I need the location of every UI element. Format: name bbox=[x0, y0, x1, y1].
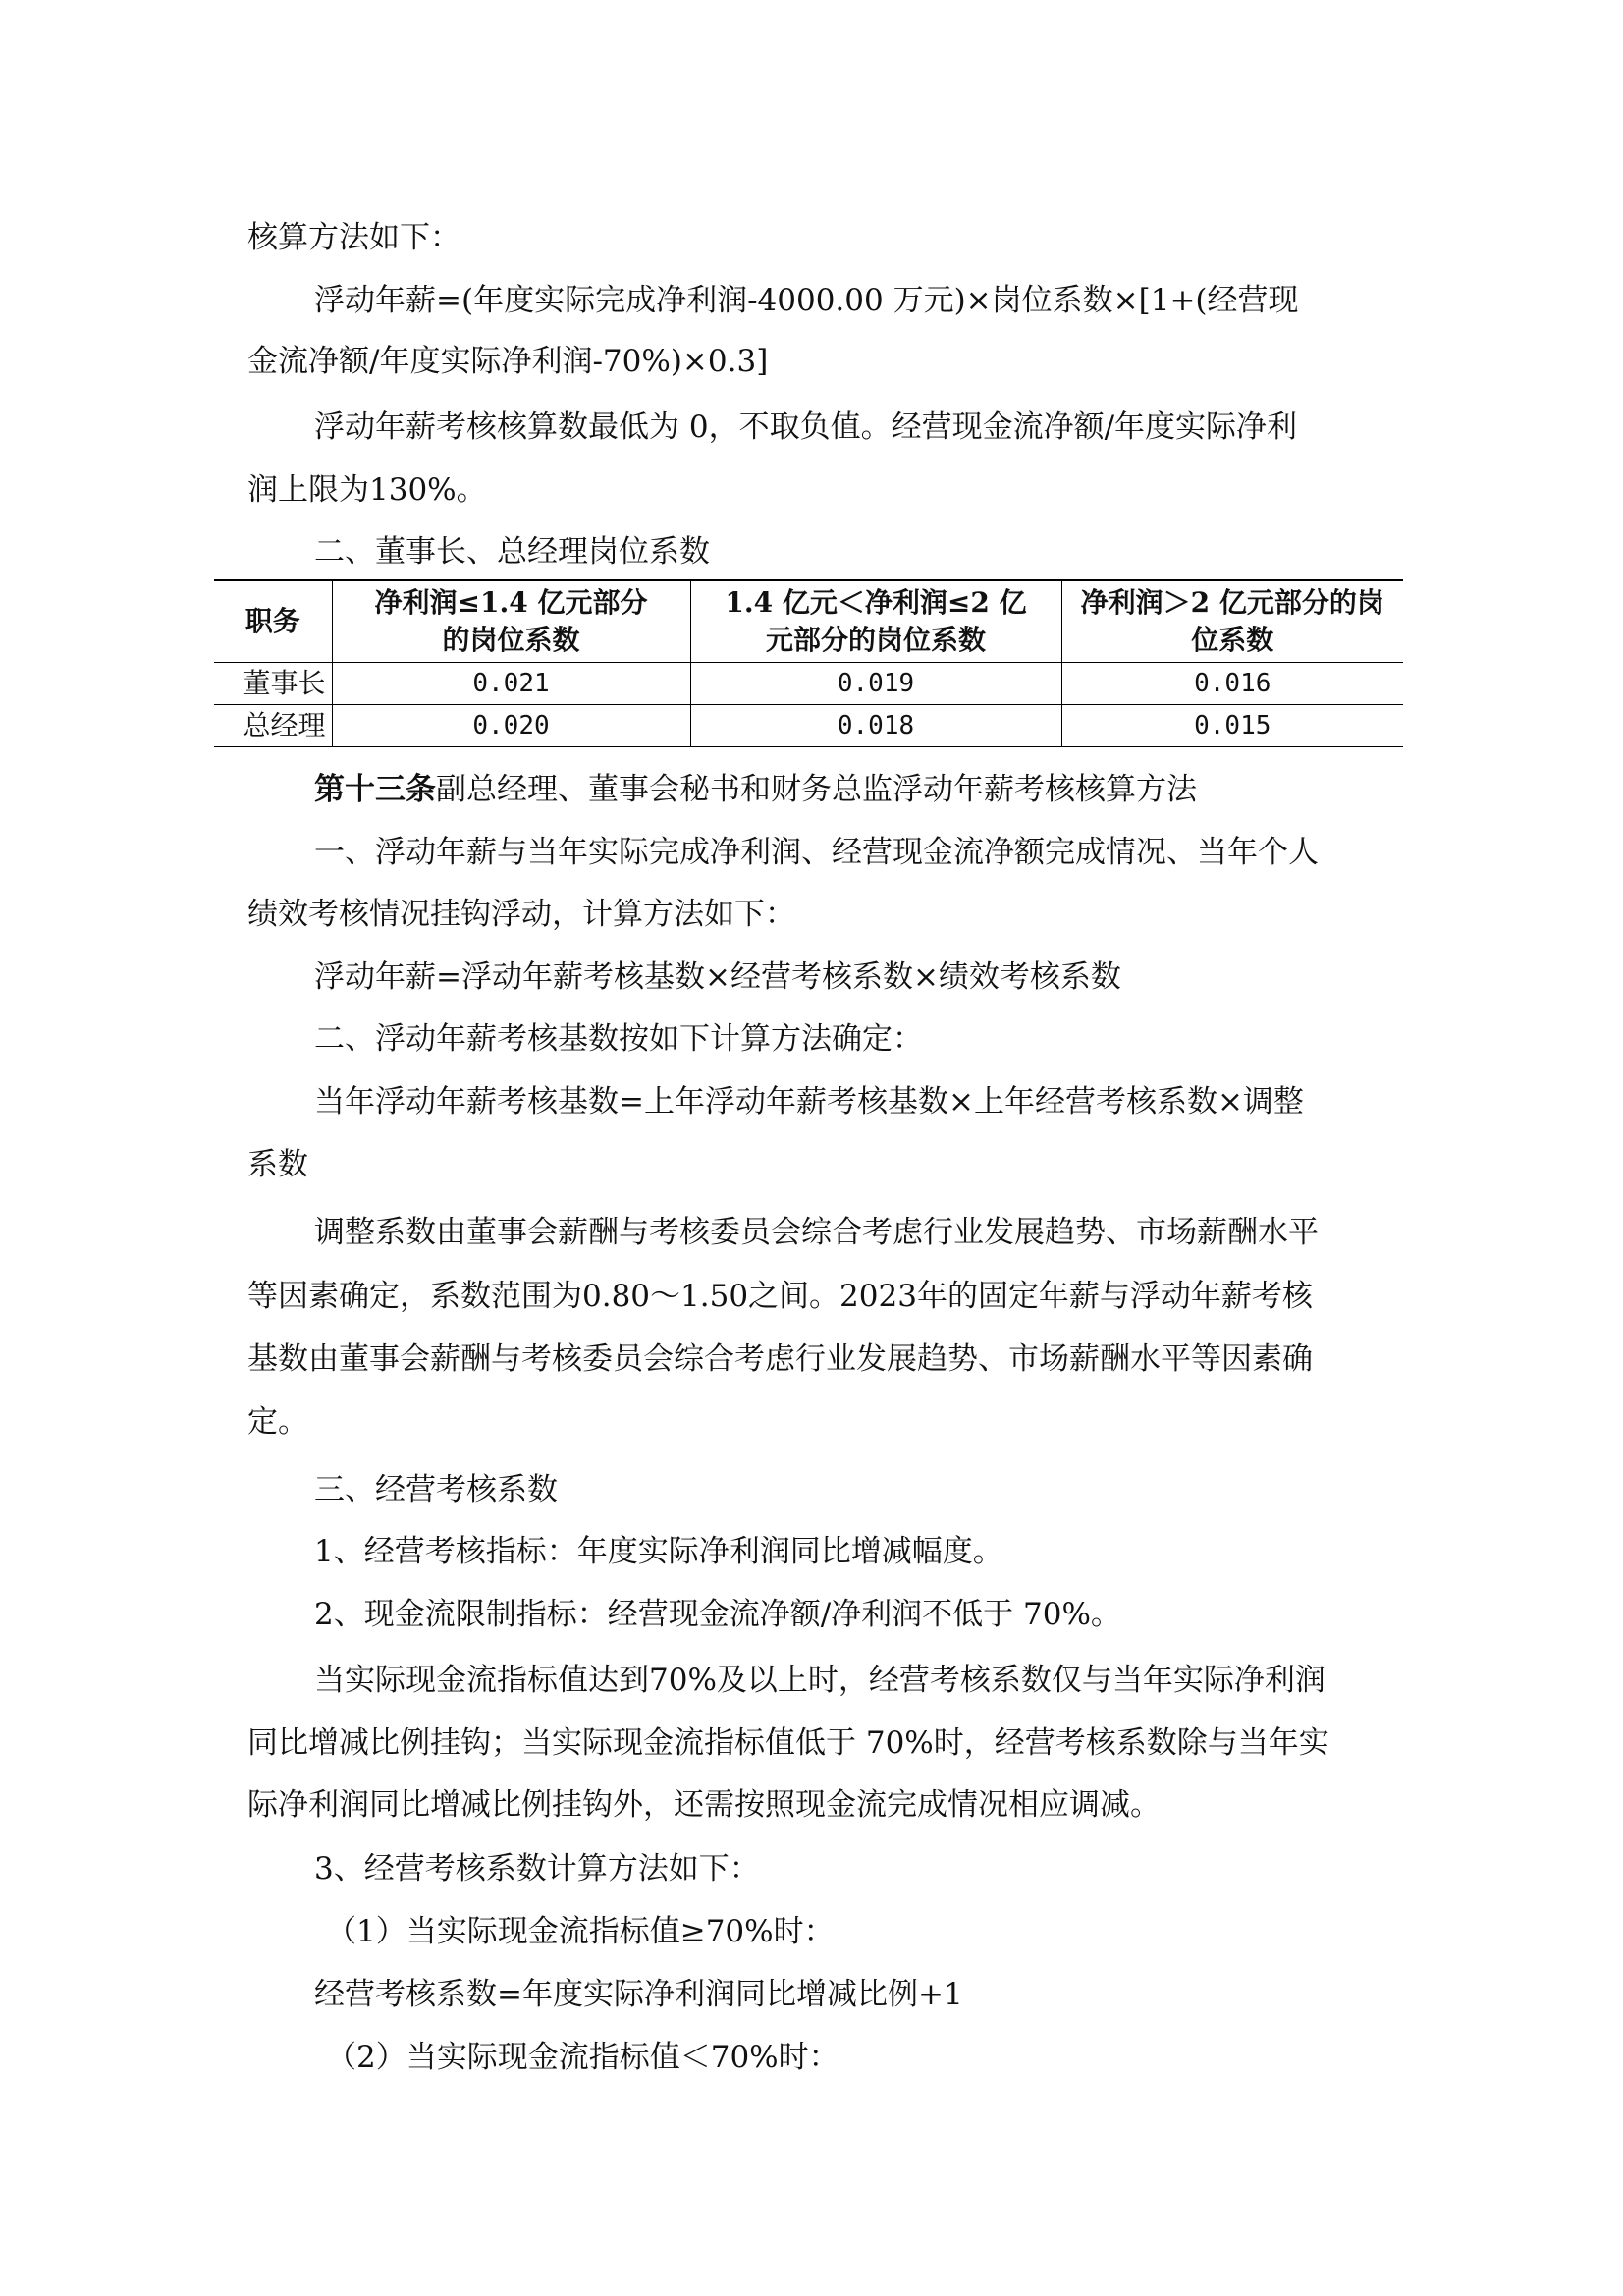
table-cell-role: 董事长 bbox=[214, 663, 332, 705]
text-line: （2）当实际现金流指标值＜70%时： bbox=[326, 2040, 839, 2075]
table-header-cell: 净利润≤1.4 亿元部分 的岗位系数 bbox=[332, 580, 690, 663]
article-number: 第十三条 bbox=[314, 772, 436, 807]
table-cell: 0.019 bbox=[690, 663, 1061, 705]
text-line: 绩效考核情况挂钩浮动，计算方法如下： bbox=[247, 897, 795, 932]
text-line: （1）当实际现金流指标值≥70%时： bbox=[326, 1914, 835, 1949]
formula-line: 当年浮动年薪考核基数=上年浮动年薪考核基数×上年经营考核系数×调整 bbox=[314, 1084, 1304, 1120]
text-line: 核算方法如下： bbox=[247, 220, 460, 255]
table-header-cell: 职务 bbox=[214, 580, 332, 663]
text-line: 一、浮动年薪与当年实际完成净利润、经营现金流净额完成情况、当年个人 bbox=[314, 835, 1319, 870]
text-line: 等因素确定，系数范围为0.80～1.50之间。2023年的固定年薪与浮动年薪考核 bbox=[247, 1279, 1313, 1314]
formula-line: 金流净额/年度实际净利润-70%)×0.3] bbox=[247, 344, 769, 379]
text-line: 系数 bbox=[247, 1147, 308, 1182]
text-line: 1、经营考核指标：年度实际净利润同比增减幅度。 bbox=[314, 1534, 1003, 1569]
table-cell: 0.016 bbox=[1061, 663, 1403, 705]
table-cell: 0.020 bbox=[332, 705, 690, 747]
section-heading: 二、董事长、总经理岗位系数 bbox=[314, 534, 710, 570]
text-line: 当实际现金流指标值达到70%及以上时，经营考核系数仅与当年实际净利润 bbox=[314, 1663, 1325, 1698]
text-line: 基数由董事会薪酬与考核委员会综合考虑行业发展趋势、市场薪酬水平等因素确 bbox=[247, 1341, 1313, 1377]
text-line: 3、经营考核系数计算方法如下： bbox=[314, 1851, 760, 1886]
text-line: 润上限为130%。 bbox=[247, 472, 487, 508]
text-line: 2、现金流限制指标：经营现金流净额/净利润不低于 70%。 bbox=[314, 1597, 1121, 1632]
text-line: 调整系数由董事会薪酬与考核委员会综合考虑行业发展趋势、市场薪酬水平 bbox=[314, 1215, 1319, 1250]
table-row bbox=[214, 663, 1403, 705]
table-cell: 0.021 bbox=[332, 663, 690, 705]
table-header-cell: 净利润＞2 亿元部分的岗 位系数 bbox=[1061, 580, 1403, 663]
text-line: 二、浮动年薪考核基数按如下计算方法确定： bbox=[314, 1021, 923, 1057]
table-header-cell: 1.4 亿元＜净利润≤2 亿 元部分的岗位系数 bbox=[690, 580, 1061, 663]
text-line: 定。 bbox=[247, 1404, 308, 1440]
formula-line: 浮动年薪=浮动年薪考核基数×经营考核系数×绩效考核系数 bbox=[314, 959, 1121, 995]
formula-line: 经营考核系数=年度实际净利润同比增减比例+1 bbox=[314, 1977, 963, 2012]
formula-line: 浮动年薪=(年度实际完成净利润-4000.00 万元)×岗位系数×[1+(经营现 bbox=[314, 283, 1299, 318]
table-row bbox=[214, 705, 1403, 747]
table-cell: 0.015 bbox=[1061, 705, 1403, 747]
text-line: 浮动年薪考核核算数最低为 0，不取负值。经营现金流净额/年度实际净利 bbox=[314, 410, 1298, 445]
table-cell: 0.018 bbox=[690, 705, 1061, 747]
table-cell-role: 总经理 bbox=[214, 705, 332, 747]
text-line: 同比增减比例挂钩；当实际现金流指标值低于 70%时，经营考核系数除与当年实 bbox=[247, 1725, 1329, 1761]
article-title: 副总经理、董事会秘书和财务总监浮动年薪考核核算方法 bbox=[436, 772, 1197, 807]
position-coefficient-table bbox=[214, 579, 1403, 747]
text-line: 际净利润同比增减比例挂钩外，还需按照现金流完成情况相应调减。 bbox=[247, 1787, 1161, 1823]
table-header-row bbox=[214, 580, 1403, 663]
section-heading: 三、经营考核系数 bbox=[314, 1472, 558, 1507]
article-heading bbox=[314, 770, 1197, 809]
